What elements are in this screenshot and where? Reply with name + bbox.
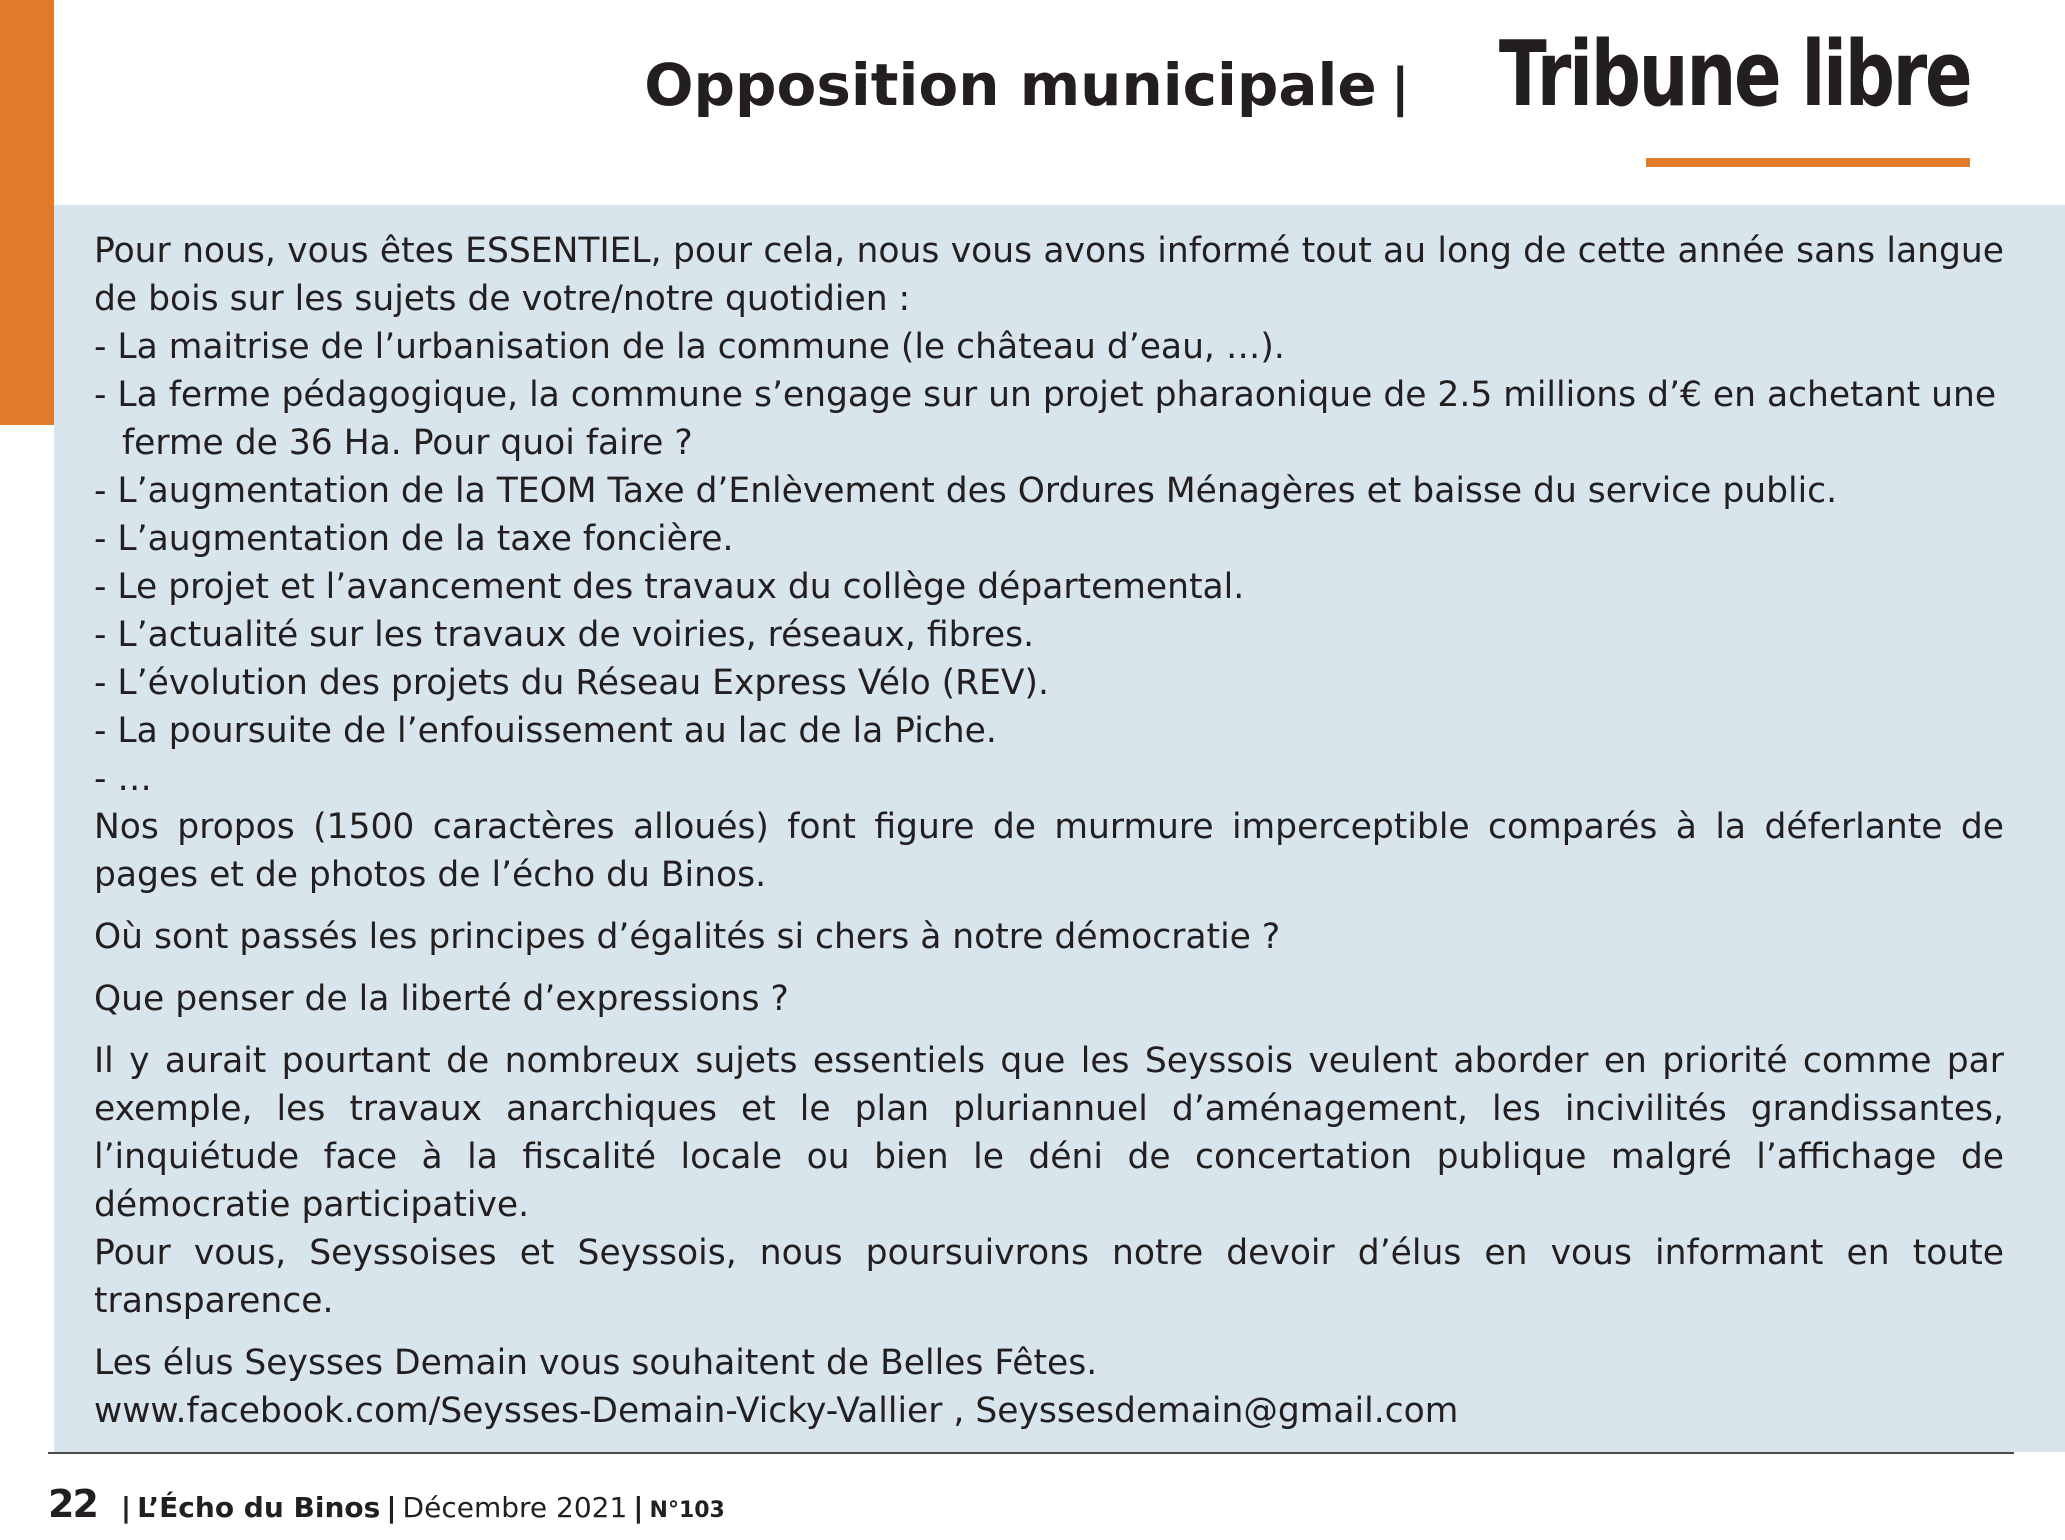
list-item: - La poursuite de l’enfouissement au lac de la Piche. [94, 711, 997, 751]
header-separator: | [1390, 58, 1410, 118]
question-paragraph: Où sont passés les principes d’égalités si chers à notre démocratie ? [94, 917, 1281, 957]
list-item: - L’évolution des projets du Réseau Express Vélo (REV). [94, 663, 1049, 703]
page-title: Tribune libre [1498, 22, 1970, 127]
issue-date: Décembre 2021 [402, 1491, 628, 1524]
footer-separator: | [386, 1491, 397, 1524]
list-item: - L’actualité sur les travaux de voiries, réseaux, fibres. [94, 615, 1035, 655]
footer-separator: | [120, 1491, 132, 1524]
title-underline [1646, 158, 1970, 167]
page-header [644, 22, 1970, 127]
page-number: 22 [48, 1482, 97, 1526]
intro-paragraph: Pour nous, vous êtes ESSENTIEL, pour cela, nous vous avons informé tout au long de cette année sans langue de bois sur les sujets de votre/notre quotidien : [94, 231, 2004, 319]
list-item: - L’augmentation de la TEOM Taxe d’Enlèvement des Ordures Ménagères et baisse du service public. [94, 471, 1838, 511]
contact-line: www.facebook.com/Seysses-Demain-Vicky-Vallier , Seyssesdemain@gmail.com [94, 1391, 1459, 1431]
magazine-name: L’Écho du Binos [137, 1491, 381, 1524]
article-body [94, 227, 2004, 1435]
list-item: - La ferme pédagogique, la commune s’engage sur un projet pharaonique de 2.5 millions d’€ en achetant une ferme de 36 Ha. Pour quoi faire ? [94, 375, 1997, 463]
footer-separator: | [633, 1491, 644, 1524]
issue-number: N°103 [649, 1498, 725, 1523]
voeux-paragraph: Les élus Seysses Demain vous souhaitent de Belles Fêtes. [94, 1343, 1098, 1383]
sujets-paragraph: Il y aurait pourtant de nombreux sujets essentiels que les Seyssois veulent aborder en priorité comme par exemple, les travaux anarchiques et le plan pluriannuel d’aménagement, les incivilités grandissantes, l’inquiétude face à la fiscalité locale ou bien le déni de concertation publique malgré l’affichage de démocratie participative. [94, 1041, 2004, 1225]
list-item: - Le projet et l’avancement des travaux du collège départemental. [94, 567, 1245, 607]
list-item: - La maitrise de l’urbanisation de la commune (le château d’eau, …). [94, 327, 1285, 367]
engagement-paragraph: Pour vous, Seyssoises et Seyssois, nous poursuivrons notre devoir d’élus en vous informant en toute transparence. [94, 1233, 2004, 1321]
list-item: - … [94, 759, 152, 799]
list-item: - L’augmentation de la taxe foncière. [94, 519, 734, 559]
propos-paragraph: Nos propos (1500 caractères alloués) font figure de murmure imperceptible comparés à la déferlante de pages et de photos de l’écho du Binos. [94, 807, 2004, 895]
footer-rule [48, 1452, 2014, 1454]
page-footer [48, 1482, 725, 1526]
header-subtitle: Opposition municipale [644, 51, 1377, 119]
question-paragraph: Que penser de la liberté d’expressions ? [94, 979, 789, 1019]
topic-list [94, 323, 2004, 803]
orange-side-bar [0, 0, 54, 425]
